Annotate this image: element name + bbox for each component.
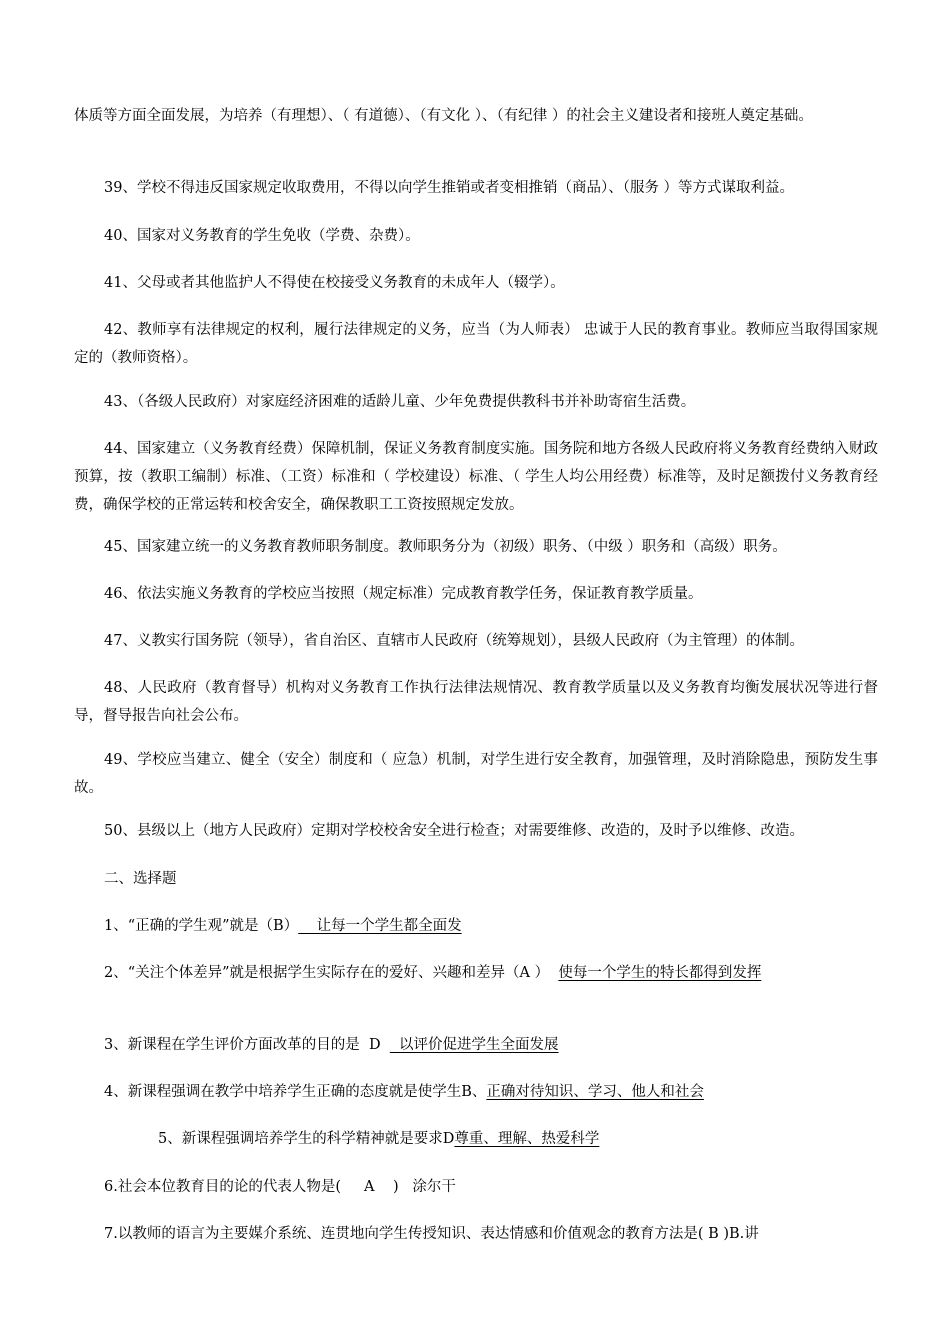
choice-question-4: 4、新课程强调在教学中培养学生正确的态度就是使学生B、正确对待知识、学习、他人和社会: [104, 1084, 704, 1100]
paragraph-39: 39、学校不得违反国家规定收取费用，不得以向学生推销或者变相推销（商品）、（服务 ）等方式谋取利益。: [104, 180, 795, 196]
paragraph-46: 46、依法实施义务教育的学校应当按照（规定标准）完成教育教学任务，保证教育教学质量。: [104, 586, 703, 602]
choice-question-1: 1、“正确的学生观”就是（B） 让每一个学生都全面发: [104, 918, 462, 934]
choice-question-6: 6.社会本位教育目的论的代表人物是( A ) 涂尔干: [104, 1179, 456, 1195]
paragraph-40: 40、国家对义务教育的学生免收（学费、杂费）。: [104, 228, 420, 244]
paragraph-38-continued: 体质等方面全面发展，为培养（有理想）、（ 有道德）、（有文化 ）、（有纪律 ）的社会主义建设者和接班人奠定基础。: [74, 108, 813, 124]
paragraph-50: 50、县级以上（地方人民政府）定期对学校校舍安全进行检查；对需要维修、改造的，及时予以维修、改造。: [104, 823, 804, 839]
paragraph-45: 45、国家建立统一的义务教育教师职务制度。教师职务分为（初级）职务、（中级 ）职务和（高级）职务。: [104, 539, 787, 555]
paragraph-43: 43、（各级人民政府）对家庭经济困难的适龄儿童、少年免费提供教科书并补助寄宿生活费。: [104, 394, 696, 410]
paragraph-48: 48、人民政府（教育督导）机构对义务教育工作执行法律法规情况、教育教学质量以及义务教育均衡发展状况等进行督导，督导报告向社会公布。: [74, 680, 878, 724]
choice-question-7: 7.以教师的语言为主要媒介系统、连贯地向学生传授知识、表达情感和价值观念的教育方法是( B )B.讲: [104, 1226, 759, 1242]
choice-answer-4: 正确对待知识、学习、他人和社会: [486, 1084, 704, 1100]
choice-question-5: 5、新课程强调培养学生的科学精神就是要求D尊重、理解、热爱科学: [158, 1131, 600, 1147]
choice-answer-2: 使每一个学生的特长都得到发挥: [558, 965, 762, 981]
choice-answer-1: 让每一个学生都全面发: [298, 918, 462, 934]
paragraph-44: 44、国家建立（义务教育经费）保障机制，保证义务教育制度实施。国务院和地方各级人民政府将义务教育经费纳入财政预算，按（教职工编制）标准、（工资）标准和（ 学校建设）标准、（ 学生人均公用经费）标准等，及时足额拨付义务教育经费，确保学校的正常运转和校舍安全，确保教职工工资按照规定发放。: [74, 441, 878, 513]
paragraph-49: 49、学校应当建立、健全（安全）制度和（ 应急）机制，对学生进行安全教育，加强管理，及时消除隐患，预防发生事故。: [74, 752, 878, 796]
section-heading-choice: 二、选择题: [104, 871, 177, 887]
choice-question-3: 3、新课程在学生评价方面改革的目的是 D 以评价促进学生全面发展: [104, 1037, 559, 1053]
paragraph-41: 41、父母或者其他监护人不得使在校接受义务教育的未成年人（辍学）。: [104, 275, 565, 291]
choice-question-2: 2、“关注个体差异”就是根据学生实际存在的爱好、兴趣和差异（A ） 使每一个学生的特长都得到发挥: [104, 965, 762, 981]
choice-answer-5: 尊重、理解、热爱科学: [454, 1131, 600, 1147]
paragraph-42: 42、教师享有法律规定的权利，履行法律规定的义务，应当（为人师表） 忠诚于人民的教育事业。教师应当取得国家规定的（教师资格）。: [74, 322, 878, 366]
paragraph-47: 47、义教实行国务院（领导），省自治区、直辖市人民政府（统筹规划），县级人民政府（为主管理）的体制。: [104, 633, 804, 649]
choice-answer-3: 以评价促进学生全面发展: [389, 1037, 559, 1053]
